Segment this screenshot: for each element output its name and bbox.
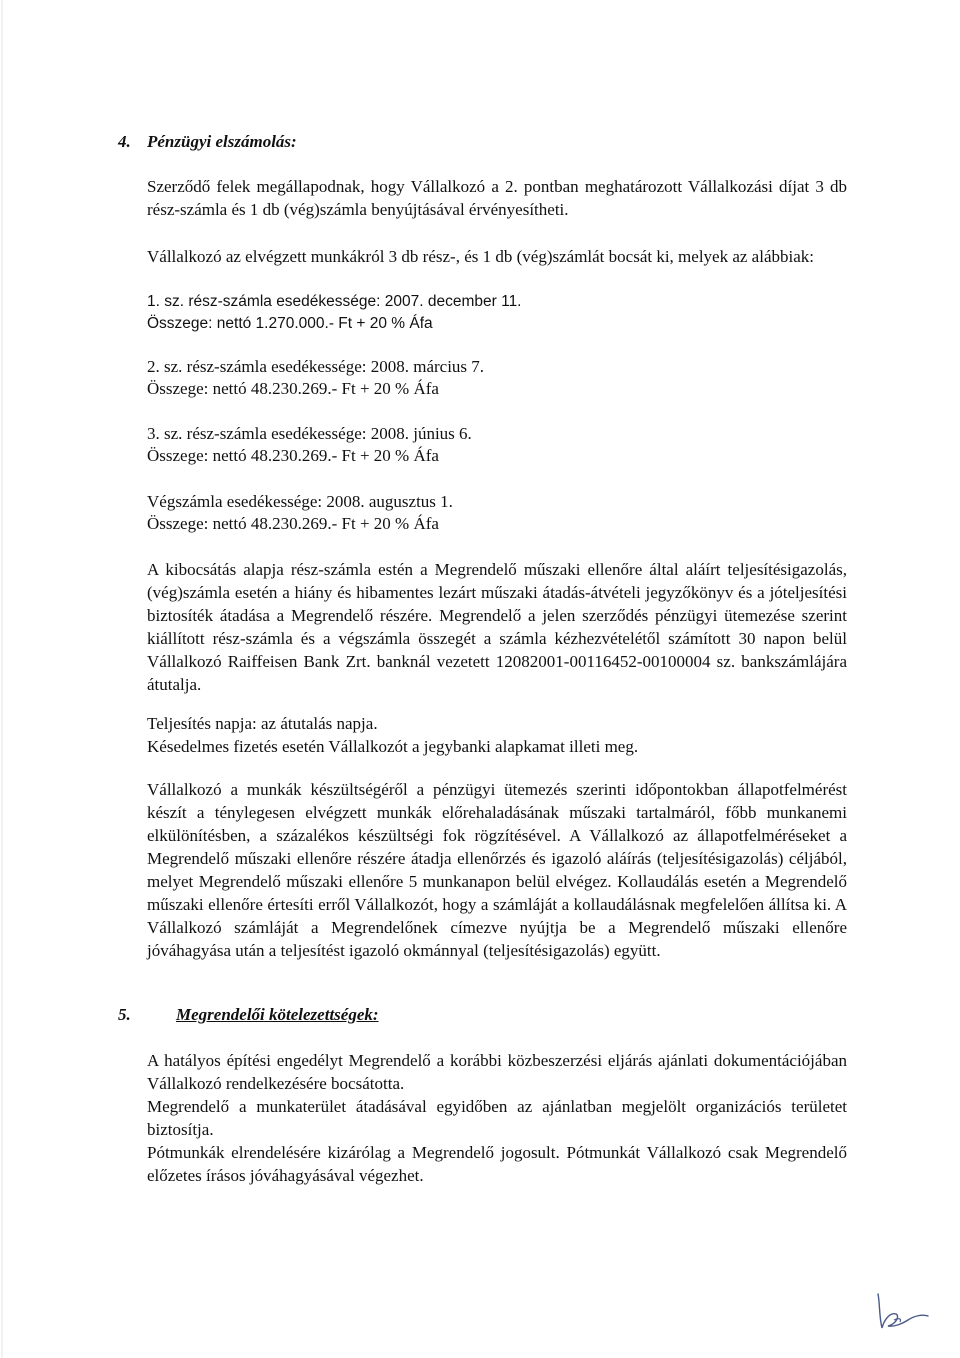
paragraph-text: A kibocsátás alapja rész-számla estén a Megrendelő műszaki ellenőre által aláírt teljesítésigazolás, (vég)számla esetén a hiány és hibamentes lezárt műszaki átadás-átvételi jegyzőkönyv és a jóteljesítési biztosíték átadása a Megrendelő részére. Megrendelő a jelen szerződés pénzügyi ütemezése szerint kiállított rész-számla és a végszámla összegét a számla kézhezvételétől számított 30 napon belül Vállalkozó Raiffeisen Bank Zrt. banknál vezetett 12082001-00116452-00100004 sz. bankszámlájára átutalja. (147, 560, 847, 694)
invoice-item-final (147, 491, 747, 534)
invoice-amount: Összege: nettó 48.230.269.- Ft + 20 % Áfa (147, 445, 439, 465)
invoice-item-3 (147, 423, 747, 466)
section-5-paragraph-1 (147, 1049, 847, 1095)
invoice-amount: Összege: nettó 1.270.000.- Ft + 20 % Áfa (147, 314, 433, 332)
section-5-paragraph-2 (147, 1095, 847, 1141)
section-4-paragraph-2 (147, 245, 847, 268)
paragraph-text: A hatályos építési engedélyt Megrendelő a korábbi közbeszerzési eljárás ajánlati dokumentációjában Vállalkozó rendelkezésére bocsátotta. (147, 1051, 847, 1093)
section-4-title: Pénzügyi elszámolás: (147, 132, 297, 151)
invoice-amount: Összege: nettó 48.230.269.- Ft + 20 % Áfa (147, 378, 439, 398)
handwritten-initials (872, 1290, 932, 1335)
late-payment-line: Késedelmes fizetés esetén Vállalkozót a jegybanki alapkamat illeti meg. (147, 737, 639, 756)
section-4-paragraph-5 (147, 778, 847, 962)
paragraph-text: Pótmunkák elrendelésére kizárólag a Megrendelő jogosult. Pótmunkát Vállalkozó csak Megrendelő előzetes írásos jóváhagyásával végezhet. (147, 1143, 847, 1185)
invoice-due: Végszámla esedékessége: 2008. augusztus 1. (147, 492, 453, 511)
section-5-number: 5. (118, 1005, 131, 1024)
paragraph-text: Szerződő felek megállapodnak, hogy Vállalkozó a 2. pontban meghatározott Vállalkozási díjat 3 db rész-számla és 1 db (vég)számla benyújtásával érvényesítheti. (147, 177, 847, 219)
performance-date-line: Teljesítés napja: az átutalás napja. (147, 714, 378, 733)
paragraph-text: Megrendelő a munkaterület átadásával egyidőben az ajánlatban megjelölt organizációs területet biztosítja. (147, 1097, 847, 1139)
section-4-paragraph-3 (147, 558, 847, 696)
section-5-paragraph-3 (147, 1141, 847, 1187)
invoice-due: 1. sz. rész-számla esedékessége: 2007. december 11. (147, 293, 522, 310)
invoice-item-2 (147, 356, 747, 399)
section-4-paragraph-4 (147, 712, 847, 758)
section-5-title: Megrendelői kötelezettségek: (176, 1005, 379, 1024)
invoice-item-1 (147, 291, 747, 334)
paragraph-text: Vállalkozó az elvégzett munkákról 3 db rész-, és 1 db (vég)számlát bocsát ki, melyek az alábbiak: (147, 247, 814, 266)
invoice-due: 2. sz. rész-számla esedékessége: 2008. március 7. (147, 357, 485, 376)
section-4-number: 4. (118, 132, 131, 151)
paragraph-text: Vállalkozó a munkák készültségéről a pénzügyi ütemezés szerinti időpontokban állapotfelmérést készít a ténylegesen elvégzett munkák előrehaladásának műszaki tartalmáról, főbb munkanemi elkülönítésben, a százalékos készültségi fok rögzítésével. A Vállalkozó az állapotfelméréseket a Megrendelő műszaki ellenőre részére átadja ellenőrzés és igazoló aláírás (teljesítésigazolás) céljából, melyet Megrendelő műszaki ellenőre 5 munkanapon belül elvégez. Kollaudálás esetén a Megrendelő műszaki ellenőre értesíti erről Vállalkozót, hogy a számláját a kollaudálásnak megfelelően állítsa ki. A Vállalkozó számláját a Megrendelőnek címezve nyújtja be a Megrendelő műszaki ellenőre jóváhagyása után a teljesítést igazoló okmánnyal (teljesítésigazolás) együtt. (147, 780, 847, 960)
scan-edge-line (0, 0, 6, 1358)
invoice-due: 3. sz. rész-számla esedékessége: 2008. június 6. (147, 424, 472, 443)
section-4-paragraph-1 (147, 175, 847, 221)
invoice-amount: Összege: nettó 48.230.269.- Ft + 20 % Áfa (147, 513, 439, 533)
